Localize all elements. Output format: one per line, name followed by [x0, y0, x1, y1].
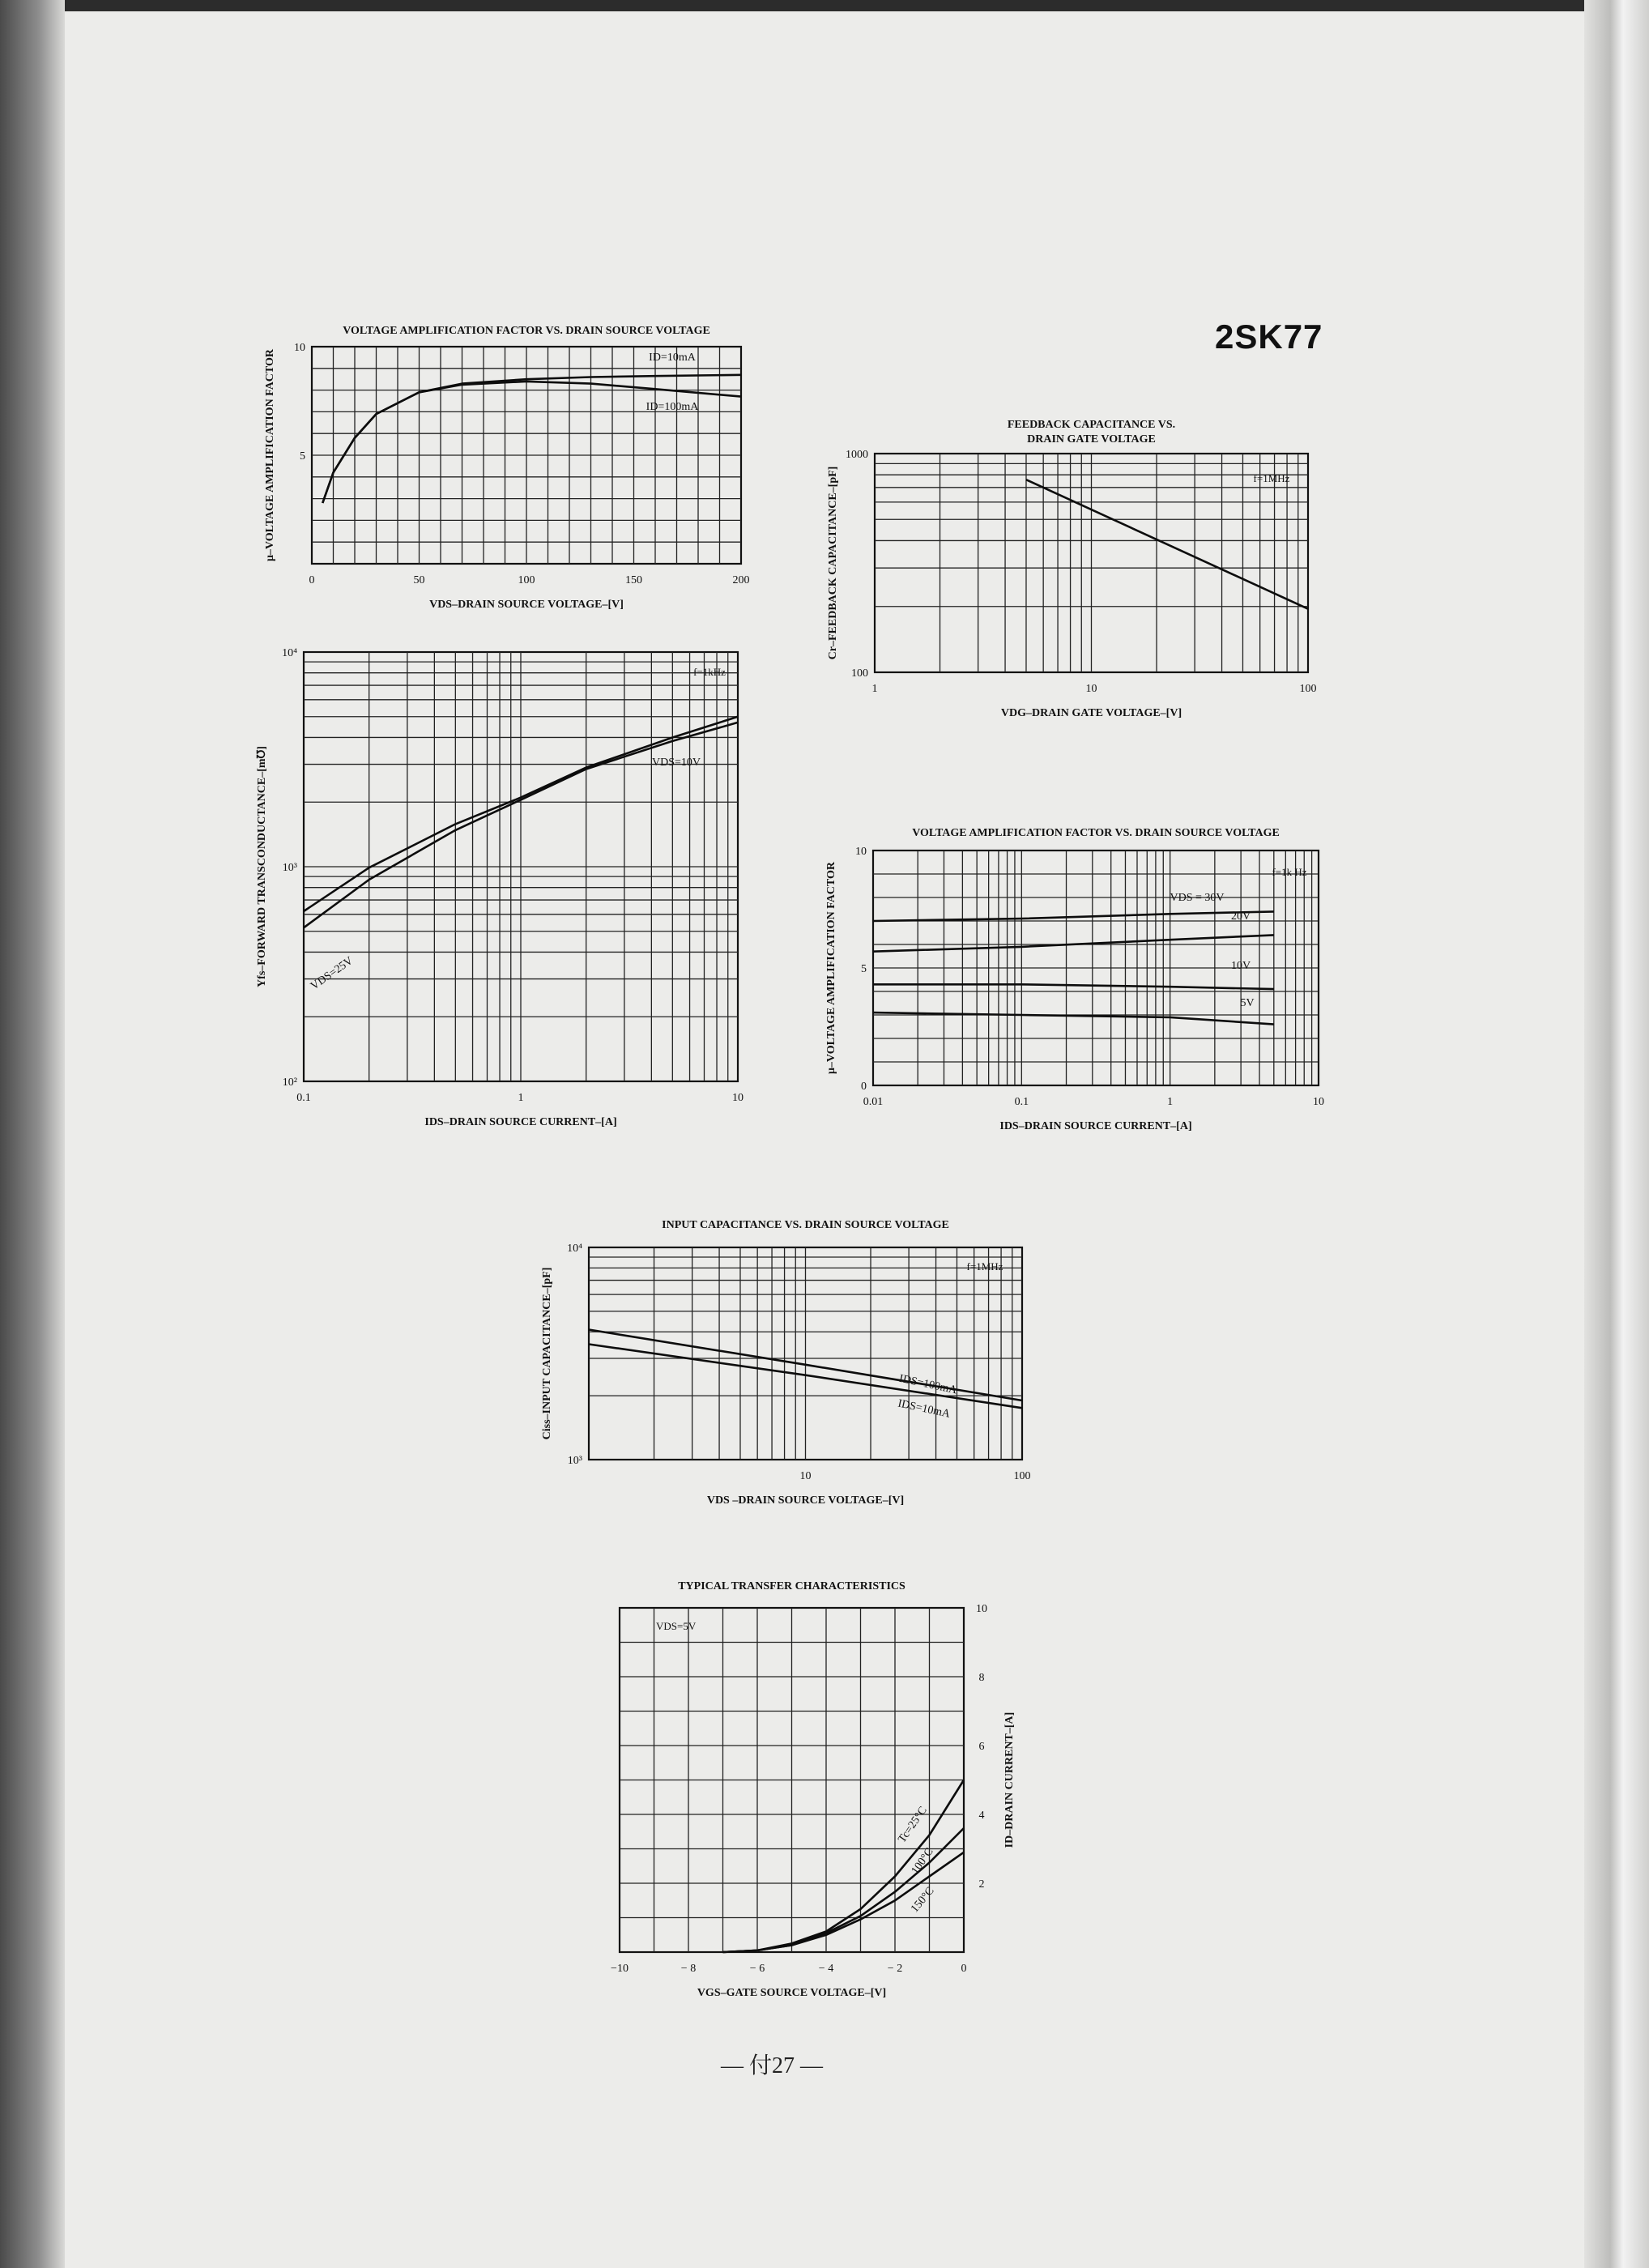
y-axis-label: μ–VOLTAGE AMPLIFICATION FACTOR — [264, 348, 276, 562]
x-axis-label: VDS –DRAIN SOURCE VOLTAGE–[V] — [706, 1494, 905, 1507]
x-axis-label: IDS–DRAIN SOURCE CURRENT–[A] — [999, 1120, 1192, 1132]
y-tick-label: 10⁴ — [567, 1243, 582, 1255]
x-tick-label: 100 — [1013, 1470, 1031, 1482]
series-label: ID=10mA — [649, 352, 696, 364]
x-tick-label: 0 — [309, 574, 315, 586]
x-tick-label: 0.01 — [863, 1096, 884, 1108]
y-axis-label: Ciss–INPUT CAPACITANCE–[pF] — [541, 1267, 553, 1440]
series-label: VDS=25V — [309, 954, 356, 993]
y-tick-label: 100 — [851, 667, 868, 680]
y-tick-label: 5 — [300, 450, 305, 463]
series-label: IDS=10mA — [897, 1397, 952, 1421]
page-number: — 付27 — — [721, 2053, 824, 2078]
x-tick-label: − 6 — [749, 1963, 765, 1975]
x-tick-label: 100 — [1299, 683, 1317, 695]
x-tick-label: −10 — [611, 1963, 628, 1975]
x-axis-label: VDS–DRAIN SOURCE VOLTAGE–[V] — [429, 599, 624, 611]
chart-c3 — [827, 419, 1317, 719]
series-label: VDS = 30V — [1170, 892, 1225, 904]
x-tick-label: 0 — [961, 1963, 967, 1975]
series-label: 20V — [1230, 910, 1251, 923]
y-tick-label: 10 — [294, 342, 305, 354]
series-line-10v — [873, 984, 1274, 989]
y-tick-label: 5 — [861, 963, 867, 975]
y-axis-label: Yfs–FORWARD TRANSCONDUCTANCE–[m℧] — [256, 746, 268, 987]
x-tick-label: 100 — [518, 574, 535, 586]
x-axis-label: VGS–GATE SOURCE VOLTAGE–[V] — [697, 1987, 887, 1999]
x-tick-label: 1 — [871, 683, 878, 695]
series-line-5v — [873, 1013, 1274, 1025]
chart-c6 — [611, 1580, 1016, 1999]
x-axis-label: IDS–DRAIN SOURCE CURRENT–[A] — [424, 1116, 617, 1128]
chart-c5 — [541, 1219, 1031, 1507]
x-axis-label: VDG–DRAIN GATE VOLTAGE–[V] — [1000, 707, 1182, 719]
chart-annotation: f=1MHz — [966, 1260, 1003, 1273]
series-label: VDS=10V — [651, 757, 701, 769]
series-label: 5V — [1240, 997, 1255, 1009]
chart-annotation: VDS=5V — [656, 1620, 697, 1632]
x-tick-label: 10 — [1085, 683, 1097, 695]
series-label: 150°C — [909, 1885, 937, 1916]
x-tick-label: 10 — [1313, 1096, 1324, 1108]
x-tick-label: 0.1 — [296, 1092, 311, 1104]
y-tick-label: 10 — [976, 1603, 987, 1615]
chart-title: DRAIN GATE VOLTAGE — [1027, 433, 1156, 446]
chart-annotation: f=1kHz — [693, 666, 726, 678]
x-tick-label: 150 — [625, 574, 642, 586]
x-tick-label: 1 — [1167, 1096, 1174, 1108]
x-tick-label: 10 — [732, 1092, 744, 1104]
series-line-20v — [873, 935, 1274, 951]
chart-title: FEEDBACK CAPACITANCE VS. — [1007, 419, 1176, 431]
chart-c4 — [825, 827, 1324, 1132]
chart-title: VOLTAGE AMPLIFICATION FACTOR VS. DRAIN SOURCE VOLTAGE — [343, 325, 710, 337]
y-tick-label: 4 — [978, 1810, 985, 1822]
y-axis-label: μ–VOLTAGE AMPLIFICATION FACTOR — [825, 861, 837, 1075]
chart-annotation: f=1k Hz — [1272, 866, 1307, 878]
x-tick-label: − 2 — [887, 1963, 903, 1975]
y-tick-label: 1000 — [846, 449, 868, 461]
chart-title: TYPICAL TRANSFER CHARACTERISTICS — [678, 1580, 905, 1592]
x-tick-label: 0.1 — [1014, 1096, 1029, 1108]
x-tick-label: 10 — [799, 1470, 812, 1482]
series-label: IDS=100mA — [897, 1372, 958, 1397]
chart-c1 — [264, 325, 750, 611]
y-axis-label: ID–DRAIN CURRENT–[A] — [1003, 1712, 1016, 1848]
y-tick-label: 6 — [978, 1741, 985, 1753]
y-tick-label: 8 — [978, 1672, 985, 1684]
series-label: Tc=25°C — [896, 1804, 930, 1846]
series-line-curve — [1026, 480, 1308, 609]
chart-title: VOLTAGE AMPLIFICATION FACTOR VS. DRAIN SOURCE VOLTAGE — [912, 827, 1280, 839]
x-tick-label: 200 — [732, 574, 750, 586]
x-tick-label: 1 — [518, 1092, 524, 1104]
y-axis-label: Cr–FEEDBACK CAPACITANCE–[pF] — [827, 466, 839, 660]
series-line-id-100ma — [322, 382, 741, 503]
x-tick-label: 50 — [413, 574, 425, 586]
x-tick-label: − 8 — [680, 1963, 697, 1975]
part-number: 2SK77 — [1215, 318, 1323, 356]
series-label: 100°C — [909, 1845, 936, 1878]
chart-title: INPUT CAPACITANCE VS. DRAIN SOURCE VOLTAGE — [662, 1219, 949, 1231]
y-tick-label: 10³ — [282, 862, 297, 874]
chart-annotation: f=1MHz — [1253, 472, 1290, 484]
y-tick-label: 10² — [282, 1076, 297, 1089]
series-label: 10V — [1230, 960, 1251, 972]
y-tick-label: 10⁴ — [282, 647, 297, 659]
x-tick-label: − 4 — [818, 1963, 834, 1975]
y-tick-label: 0 — [861, 1081, 867, 1093]
series-label: ID=100mA — [646, 401, 699, 413]
y-tick-label: 10³ — [567, 1455, 582, 1467]
y-tick-label: 10 — [855, 846, 867, 858]
chart-c2 — [256, 647, 744, 1128]
series-line-vds-30v — [873, 911, 1274, 921]
y-tick-label: 2 — [978, 1878, 985, 1891]
series-line-id-10ma — [322, 375, 741, 503]
